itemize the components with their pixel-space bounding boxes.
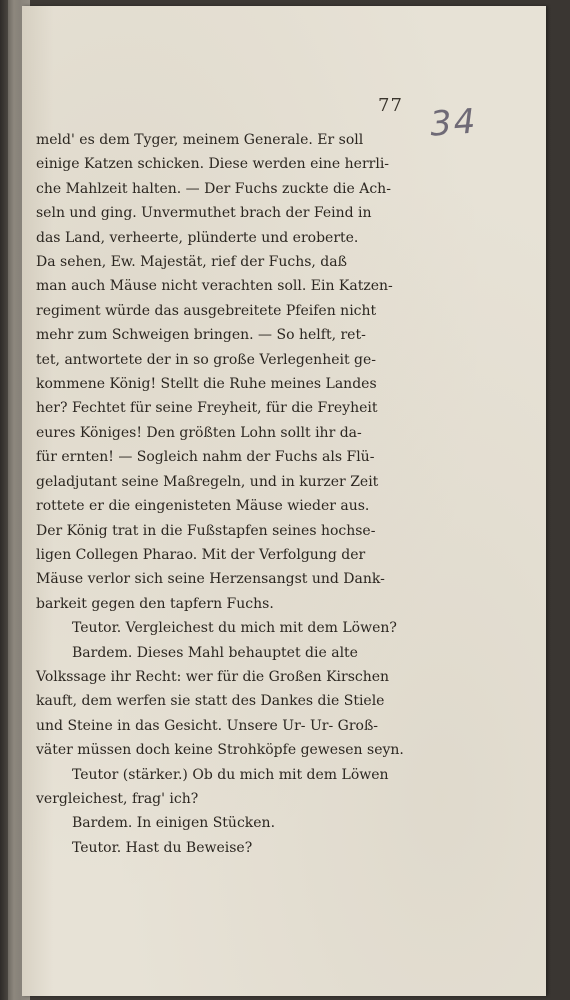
text-line: für ernten! — Sogleich nahm der Fuchs als Flü- xyxy=(36,449,375,466)
dialogue-line: Bardem. Dieses Mahl behauptet die alte xyxy=(72,644,358,661)
text-line: barkeit gegen den tapfern Fuchs. xyxy=(36,595,274,612)
text-line: Der König trat in die Fußstapfen seines hochse- xyxy=(36,522,376,539)
text-line: seln und ging. Unvermuthet brach der Feind in xyxy=(36,205,372,222)
dialogue-line: Teutor (stärker.) Ob du mich mit dem Löwen xyxy=(72,766,389,783)
text-line: tet, antwortete der in so große Verlegenheit ge- xyxy=(36,351,377,368)
page-number: 77 xyxy=(378,95,403,116)
text-line: rottete er die eingenisteten Mäuse wieder aus. xyxy=(36,498,370,515)
text-line: regiment würde das ausgebreitete Pfeifen nicht xyxy=(36,302,377,319)
text-line: che Mahlzeit halten. — Der Fuchs zuckte die Ach- xyxy=(36,180,391,197)
text-line: väter müssen doch keine Strohköpfe gewesen seyn. xyxy=(36,742,404,759)
dialogue-line: Teutor. Vergleichest du mich mit dem Löwen? xyxy=(72,620,397,637)
text-line: her? Fechtet für seine Freyheit, für die Freyheit xyxy=(36,400,378,417)
dialogue-line: Bardem. In einigen Stücken. xyxy=(72,815,276,832)
text-line: einige Katzen schicken. Diese werden eine herrli- xyxy=(36,156,390,173)
text-line: das Land, verheerte, plünderte und eroberte. xyxy=(36,229,359,246)
text-line: mehr zum Schweigen bringen. — So helft, ret- xyxy=(36,327,366,344)
text-line: kommene König! Stellt die Ruhe meines Landes xyxy=(36,376,377,393)
text-line: kauft, dem werfen sie statt des Dankes die Stiele xyxy=(36,693,385,710)
text-line: eures Königes! Den größten Lohn sollt ihr da- xyxy=(36,424,362,441)
text-line: Volkssage ihr Recht: wer für die Großen Kirschen xyxy=(36,668,390,685)
text-line: und Steine in das Gesicht. Unsere Ur- Ur- Groß- xyxy=(36,717,379,734)
text-line: vergleichest, frag' ich? xyxy=(36,790,199,807)
text-line: man auch Mäuse nicht verachten soll. Ein Katzen- xyxy=(36,278,393,295)
text-line: Da sehen, Ew. Majestät, rief der Fuchs, daß xyxy=(36,254,347,271)
text-line: Mäuse verlor sich seine Herzensangst und Dank- xyxy=(36,571,385,588)
text-line: ligen Collegen Pharao. Mit der Verfolgung der xyxy=(36,546,366,563)
text-line: meld' es dem Tyger, meinem Generale. Er soll xyxy=(36,132,364,148)
text-line: geladjutant seine Maßregeln, und in kurzer Zeit xyxy=(36,473,379,490)
dialogue-line: Teutor. Hast du Beweise? xyxy=(72,839,253,856)
handwritten-folio-number: 34 xyxy=(428,101,479,145)
body-text xyxy=(36,128,416,860)
